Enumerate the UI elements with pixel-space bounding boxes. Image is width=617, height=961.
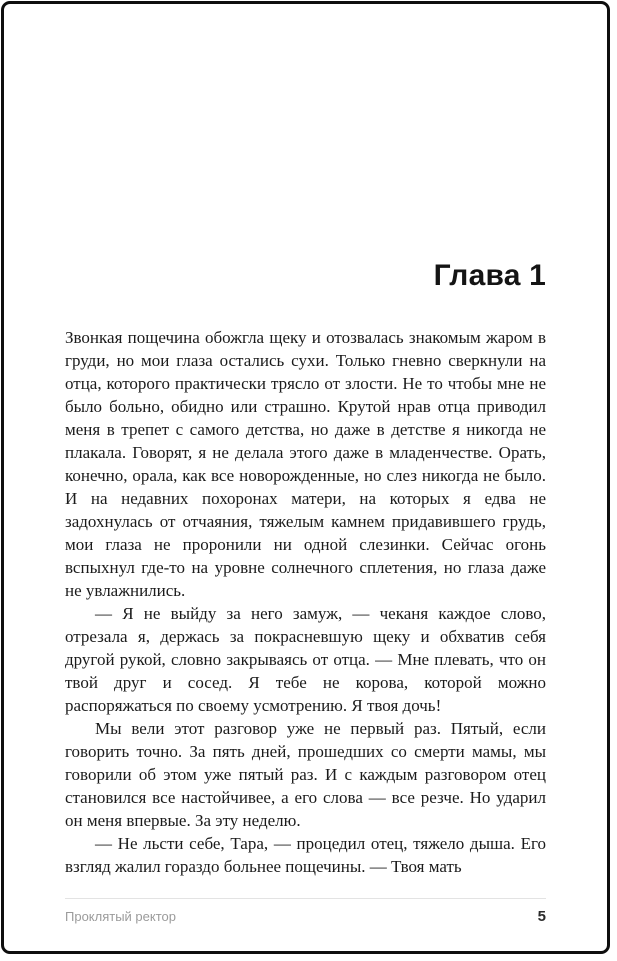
body-paragraph-4: — Не льсти себе, Тара, — процедил отец, тяжело дыша. Его взгляд жалил гораздо больнее пощечины. — Твоя мать	[65, 834, 546, 876]
footer-page-number: 5	[537, 908, 546, 925]
footer-book-title: Проклятый ректор	[65, 909, 176, 924]
body-paragraph-1: Звонкая пощечина обожгла щеку и отозвалась знакомым жаром в груди, но мои глаза остались сухи. Только гневно сверкнули на отца, которого практически трясло от злости. Не то чтобы мне не было больно, обидно или страшно. Крутой нрав отца приводил меня в трепет с самого детства, но даже в детстве я никогда не плакала. Говорят, я не делала этого даже в младенчестве. Орать, конечно, орала, как все новорожденные, но слез никогда не было. И на недавних похоронах матери, на которых я едва не задохнулась от отчаяния, тяжелым камнем придавившего грудь, мои глаза не проронили ни одной слезинки. Сейчас огонь вспыхнул где-то на уровне солнечного сплетения, но глаза даже не увлажнились.	[65, 328, 546, 600]
body-paragraph-2: — Я не выйду за него замуж, — чеканя каждое слово, отрезала я, держась за покрасневшую щеку и обхватив себя другой рукой, словно закрываясь от отца. — Мне плевать, что он твой друг и сосед. Я тебе не корова, которой можно распоряжаться по своему усмотрению. Я твоя дочь!	[65, 604, 546, 715]
page-footer	[65, 898, 546, 925]
book-page	[1, 1, 610, 954]
body-text	[65, 326, 546, 878]
body-paragraph-3: Мы вели этот разговор уже не первый раз. Пятый, если говорить точно. За пять дней, прошедших со смерти мамы, мы говорили об этом уже пятый раз. И с каждым разговором отец становился все настойчивее, а его слова — все резче. Но ударил он меня впервые. За эту неделю.	[65, 719, 546, 830]
chapter-title: Глава 1	[433, 259, 546, 292]
page-content	[65, 4, 546, 898]
